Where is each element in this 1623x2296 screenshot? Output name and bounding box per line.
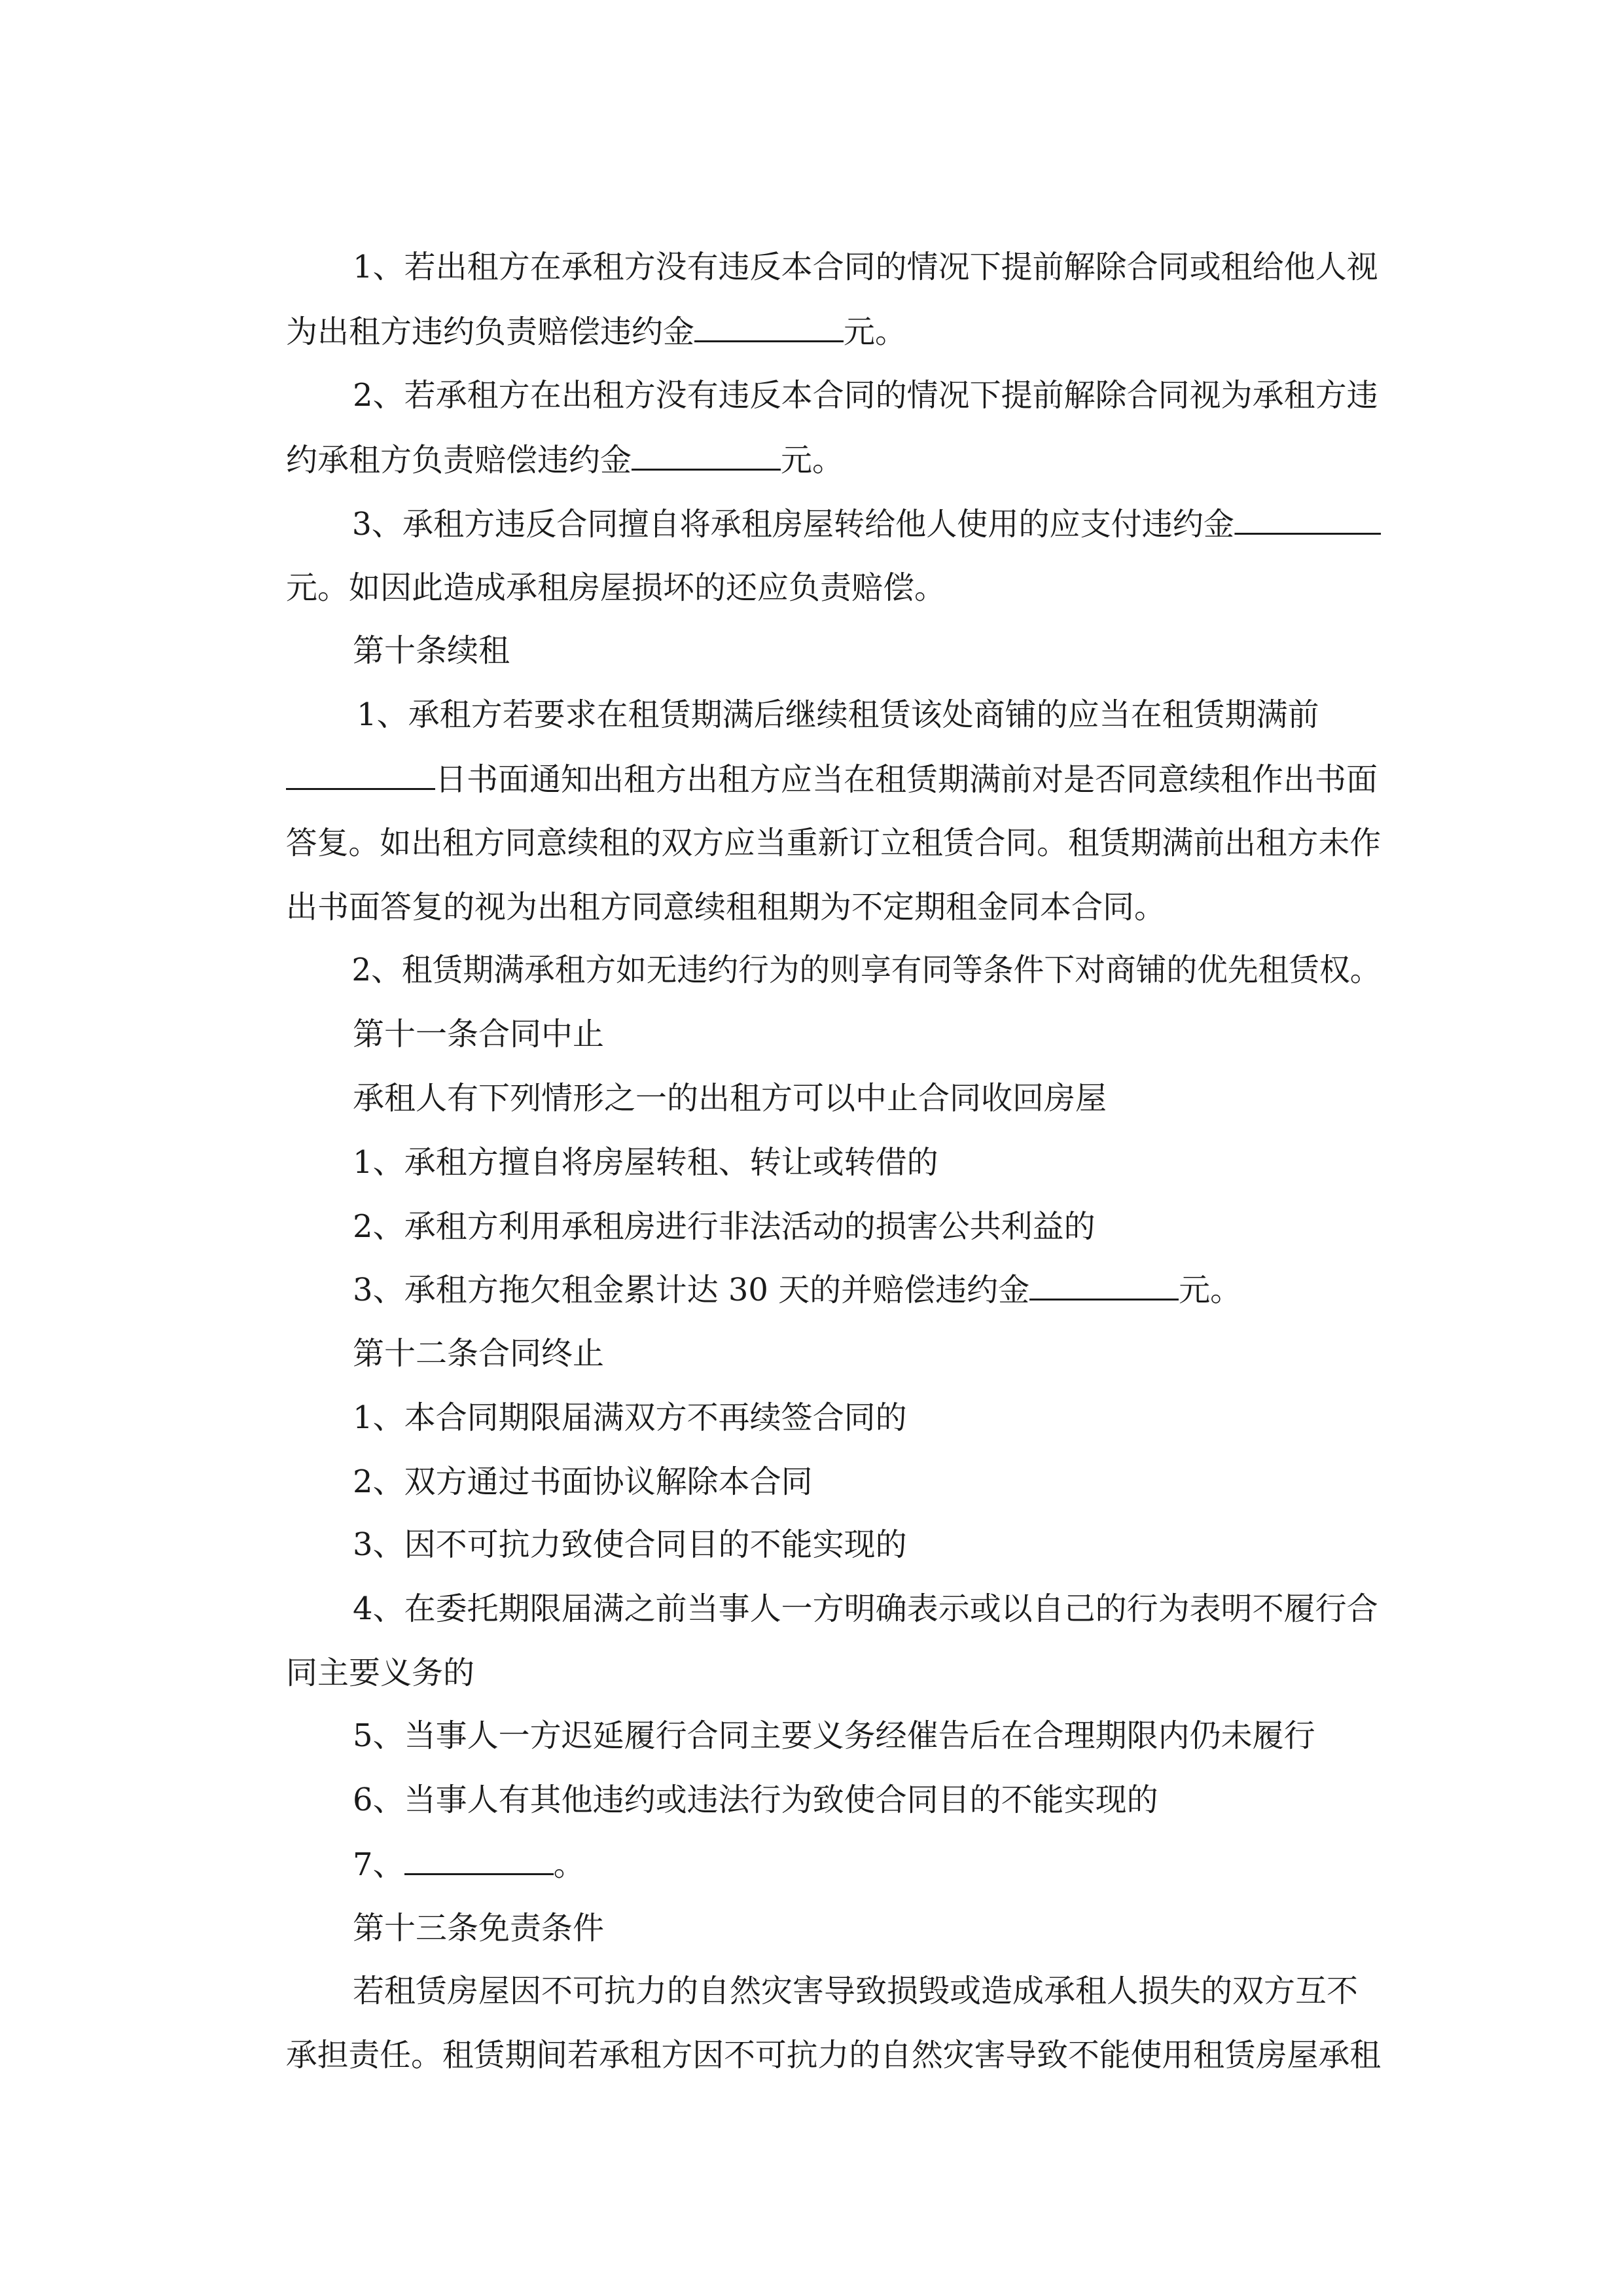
text-run: 4、在委托期限届满之前当事人一方明确表示或以自己的行为表明不履行合 — [353, 1590, 1378, 1627]
fill-in-blank — [1234, 504, 1381, 535]
clause-13-line-2 — [246, 1996, 1382, 2073]
text-run: 同主要义务的 — [286, 1655, 475, 1691]
clause-9-3-line-2 — [246, 529, 946, 606]
clause-9-2-line-2 — [246, 401, 844, 478]
text-run: 若租赁房屋因不可抗力的自然灾害导致损毁或造成承租人损失的双方互不 — [353, 1973, 1359, 2009]
clause-10-1-line-2 — [246, 720, 1378, 798]
text-run: 元。 — [844, 314, 907, 350]
clause-11-3 — [313, 1230, 1242, 1308]
section-heading-11 — [313, 975, 605, 1052]
clause-13-line-1 — [313, 1932, 1359, 2009]
text-run: 3、承租方违反合同擅自将承租房屋转给他人使用的应支付违约金 — [351, 506, 1235, 543]
text-run: 6、当事人有其他违约或违法行为致使合同目的不能实现的 — [353, 1782, 1158, 1818]
text-run: 2、承租方利用承租房进行非法活动的损害公共利益的 — [353, 1208, 1096, 1245]
text-run: 元。 — [781, 442, 844, 478]
text-run: 第十三条免责条件 — [353, 1910, 605, 1946]
clause-12-2 — [313, 1423, 813, 1500]
text-run: 第十二条合同终止 — [353, 1335, 605, 1372]
text-run: 承担责任。租赁期间若承租方因不可抗力的自然灾害导致不能使用租赁房屋承租 — [285, 2037, 1382, 2073]
clause-12-4-line-1 — [313, 1550, 1378, 1627]
text-run: 承租人有下列情形之一的出租方可以中止合同收回房屋 — [353, 1080, 1107, 1117]
text-run: 2、若承租方在出租方没有违反本合同的情况下提前解除合同视为承租方违 — [353, 377, 1378, 414]
text-run: 3、因不可抗力致使合同目的不能实现的 — [353, 1526, 907, 1563]
text-run: 出书面答复的视为出租方同意续租租期为不定期租金同本合同。 — [286, 889, 1166, 925]
text-run: 1、本合同期限届满双方不再续签合同的 — [353, 1399, 907, 1436]
clause-10-1-line-3 — [246, 784, 1382, 861]
text-run: 。 — [553, 1846, 585, 1883]
text-run: 1、承租方若要求在租赁期满后继续租赁该处商铺的应当在租赁期满前 — [357, 696, 1319, 733]
text-run: 日书面通知出租方出租方应当在租赁期满前对是否同意续租作出书面 — [435, 761, 1378, 798]
text-run: 元。如因此造成承租房屋损坏的还应负责赔偿。 — [286, 569, 946, 606]
clause-11-intro — [313, 1039, 1107, 1117]
clause-12-6 — [313, 1741, 1158, 1818]
fill-in-blank — [1029, 1270, 1179, 1300]
section-heading-10 — [313, 592, 510, 669]
clause-9-1-line-1 — [313, 208, 1378, 285]
text-run: 5、当事人一方迟延履行合同主要义务经催告后在合理期限内仍未履行 — [353, 1717, 1315, 1754]
clause-12-5 — [313, 1677, 1315, 1754]
clause-12-3 — [313, 1486, 907, 1563]
text-run: 1、若出租方在承租方没有违反本合同的情况下提前解除合同或租给他人视 — [353, 249, 1378, 285]
text-run: 2、租赁期满承租方如无违约行为的则享有同等条件下对商铺的优先租赁权。 — [351, 952, 1381, 988]
clause-12-1 — [313, 1359, 907, 1436]
text-run: 2、双方通过书面协议解除本合同 — [353, 1463, 813, 1500]
clause-10-2 — [313, 911, 1381, 988]
clause-11-2 — [313, 1168, 1096, 1245]
text-run: 第十一条合同中止 — [353, 1016, 605, 1052]
text-run: 1、承租方擅自将房屋转租、转让或转借的 — [353, 1144, 938, 1181]
text-run: 第十条续租 — [353, 632, 510, 669]
section-heading-12 — [313, 1295, 605, 1372]
section-heading-13 — [313, 1869, 605, 1946]
clause-9-1-line-2 — [246, 272, 907, 350]
clause-10-1-line-4 — [246, 848, 1166, 925]
clause-10-1-line-1 — [317, 656, 1319, 733]
clause-11-1 — [313, 1103, 938, 1181]
text-run: 为出租方违约负责赔偿违约金 — [286, 314, 695, 350]
text-run: 约承租方负责赔偿违约金 — [286, 442, 632, 478]
text-run: 7、 — [353, 1846, 404, 1883]
clause-9-2-line-1 — [313, 336, 1378, 414]
clause-12-7 — [313, 1805, 585, 1883]
clause-12-4-line-2 — [246, 1614, 475, 1691]
text-run: 元。 — [1179, 1272, 1242, 1308]
text-run: 答复。如出租方同意续租的双方应当重新订立租赁合同。租赁期满前出租方未作 — [285, 825, 1382, 861]
clause-9-3-line-1 — [313, 465, 1381, 543]
text-run: 3、承租方拖欠租金累计达 30 天的并赔偿违约金 — [353, 1272, 1030, 1308]
